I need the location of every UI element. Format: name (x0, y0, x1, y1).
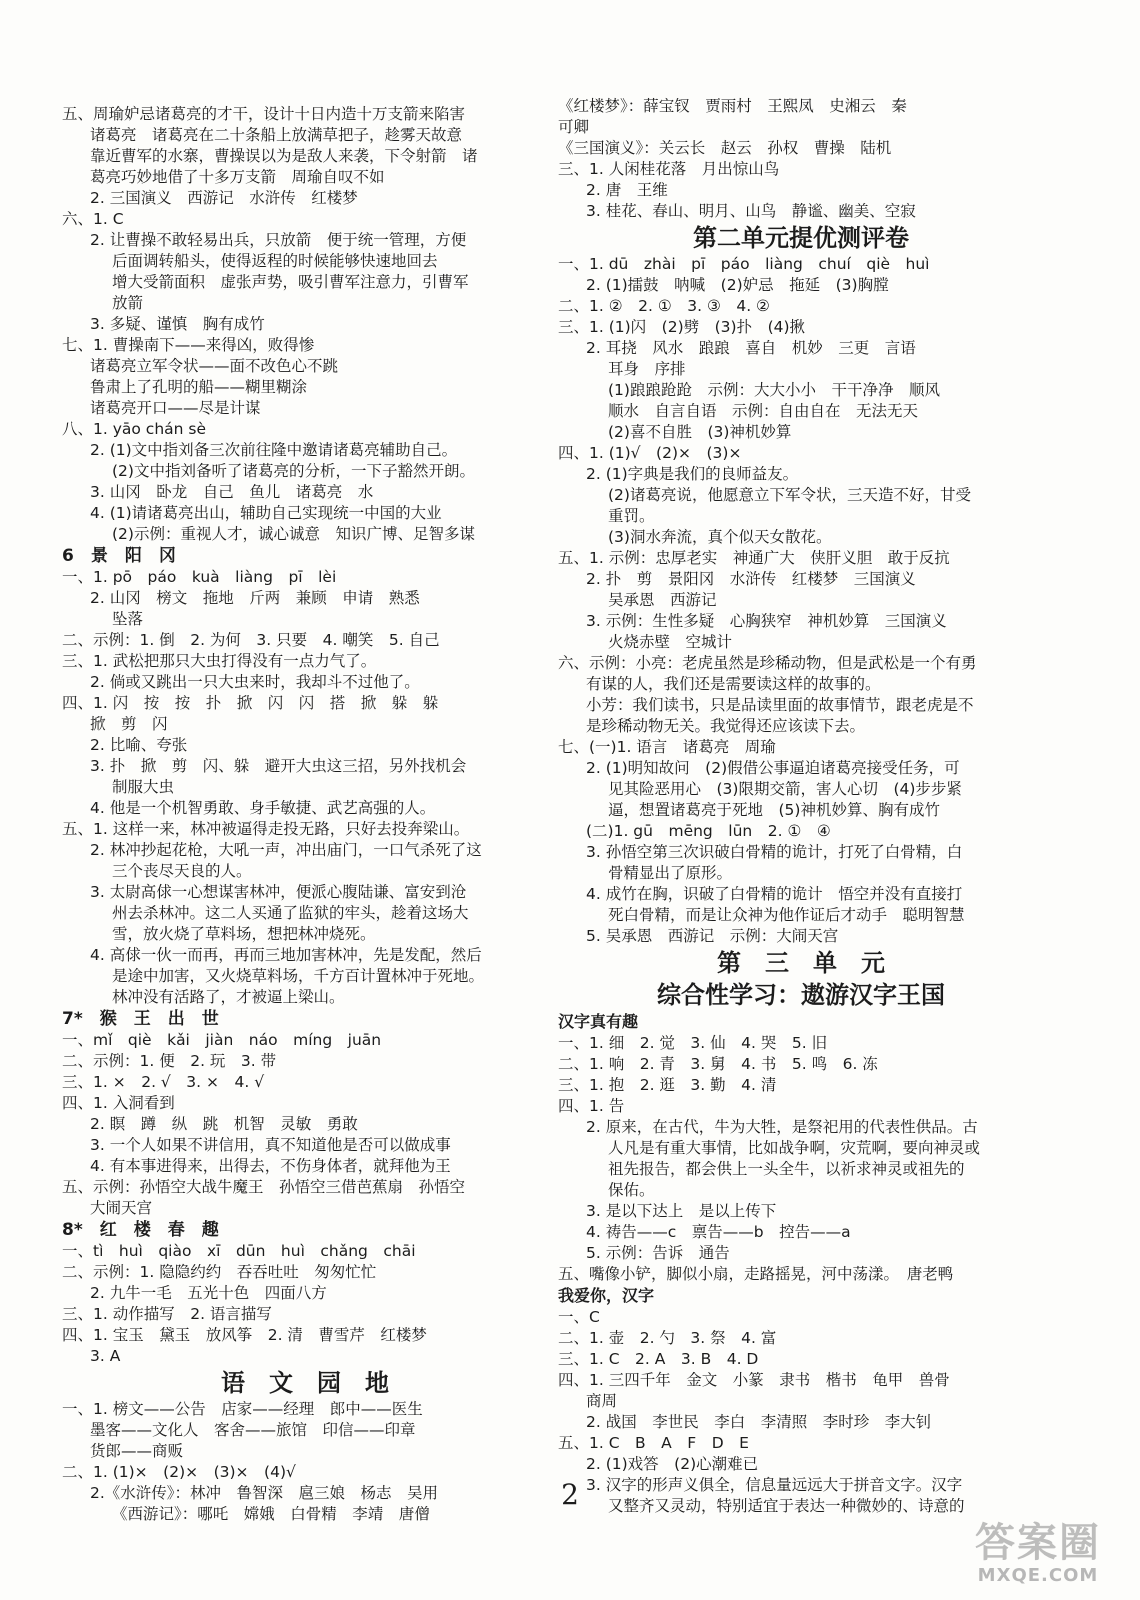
right-column-line: 3. 孙悟空第三次识破白骨精的诡计，打死了白骨精，白 (586, 843, 963, 861)
right-column-line: 3. 是以下达上 是以上传下 (586, 1202, 777, 1220)
left-column-line: 2. 倘或又跳出一只大虫来时，我却斗不过他了。 (90, 673, 420, 691)
left-column-line: 四、1. 闪 按 按 扑 掀 闪 闪 搭 掀 躲 躲 (62, 694, 439, 712)
left-column-line: 靠近曹军的水寨，曹操误以为是敌人来袭，下令射箭 诸 (90, 147, 478, 165)
right-column-line: 汉字真有趣 (558, 1012, 639, 1031)
right-column-line: 六、示例：小亮：老虎虽然是珍稀动物，但是武松是一个有勇 (558, 654, 977, 672)
right-column-line: 2. (1)明知故问 (2)假借公事逼迫诸葛亮接受任务，可 (586, 759, 960, 777)
left-column-line: 3. 山冈 卧龙 自己 鱼儿 诸葛亮 水 (90, 483, 374, 501)
left-column-line: 3. 多疑、谨慎 胸有成竹 (90, 315, 265, 333)
left-column-line: 7* 猴 王 出 世 (62, 1009, 219, 1029)
right-column-line: 二、1. 壶 2. 勺 3. 祭 4. 富 (558, 1329, 777, 1347)
left-column-line: 诸葛亮立军令状——面不改色心不跳 (90, 357, 339, 375)
right-column-line: 火烧赤壁 空城计 (608, 633, 733, 651)
right-column-line: 见其险恶用心 (3)限期交箭，害人心切 (4)步步紧 (608, 780, 962, 798)
left-column-line: 四、1. 入洞看到 (62, 1094, 175, 1112)
right-column-line: 2. 耳挠 风水 踉踉 喜自 机妙 三更 言语 (586, 339, 916, 357)
left-column-line: 二、示例：1. 便 2. 玩 3. 带 (62, 1052, 277, 1070)
left-column-line: 4. 有本事进得来，出得去，不伤身体者，就拜他为王 (90, 1157, 451, 1175)
left-column-line: 4. (1)请诸葛亮出山，辅助自己实现统一中国的大业 (90, 504, 442, 522)
right-column-line: 祖先报告，都会供上一头全牛，以祈求神灵或祖先的 (608, 1160, 965, 1178)
left-column-line: (2)示例：重视人才，诚心诚意 知识广博、足智多谋 (112, 525, 475, 543)
right-column-line: 2. 战国 李世民 李白 李清照 李时珍 李大钊 (586, 1413, 932, 1431)
right-column-line: 2. (1)字典是我们的良师益友。 (586, 465, 799, 483)
right-column-line: 一、1. dū zhài pī páo liàng chuí qiè huì (558, 255, 930, 273)
left-column-line: 2. 比喻、夸张 (90, 736, 188, 754)
left-column-line: 鲁肃上了孔明的船——糊里糊涂 (90, 378, 308, 396)
right-column-line: 又整齐又灵动，特别适宜于表达一种微妙的、诗意的 (608, 1497, 965, 1515)
right-column-line: 三、1. C 2. A 3. B 4. D (558, 1350, 759, 1368)
right-column-line: 保佑。 (608, 1181, 655, 1199)
left-column-line: 2. (1)文中指刘备三次前往隆中邀请诸葛亮辅助自己。 (90, 441, 458, 459)
left-column-line: 2. 让曹操不敢轻易出兵，只放箭 便于统一管理，方便 (90, 231, 467, 249)
right-column-line: 四、1. 三四千年 金文 小篆 隶书 楷书 龟甲 兽骨 (558, 1371, 950, 1389)
left-column-line: 6 景 阳 冈 (62, 546, 176, 566)
right-column-line: 小芳：我们读书，只是品读里面的故事情节，跟老虎是不 (586, 696, 974, 714)
right-column-line: 2. 唐 王维 (586, 181, 668, 199)
right-column-line: (二)1. gū mēng lūn 2. ① ④ (586, 822, 831, 840)
left-column-line: 一、mǐ qiè kǎi jiàn náo míng juān (62, 1031, 382, 1049)
left-column-line: 《西游记》：哪吒 嫦娥 白骨精 李靖 唐僧 (112, 1505, 430, 1523)
left-column-line: 8* 红 楼 春 趣 (62, 1220, 219, 1240)
left-column-line: 五、示例：孙悟空大战牛魔王 孙悟空三借芭蕉扇 孙悟空 (62, 1178, 466, 1196)
right-column-line: 耳身 序排 (608, 360, 686, 378)
left-column-line: 掀 剪 闪 (90, 715, 168, 733)
right-column-line: 骨精显出了原形。 (608, 864, 733, 882)
left-column-line: 七、1. 曹操南下——来得凶，败得惨 (62, 336, 315, 354)
right-column-line: 二、1. 响 2. 青 3. 舅 4. 书 5. 鸣 6. 冻 (558, 1055, 878, 1073)
right-column-line: 顺水 自言自语 示例：自由自在 无法无天 (608, 402, 919, 420)
right-column-line: 3. 汉字的形声义俱全，信息量远远大于拼音文字。汉字 (586, 1476, 963, 1494)
right-column-line: 人凡是有重大事情，比如战争啊，灾荒啊，要向神灵或 (608, 1139, 981, 1157)
left-column-line: 货郎——商贩 (90, 1442, 184, 1460)
right-column-line: 可卿 (558, 118, 590, 136)
right-column-line: 一、1. 细 2. 觉 3. 仙 4. 哭 5. 旧 (558, 1034, 828, 1052)
watermark-url: MXQE.COM (977, 1565, 1099, 1586)
left-column-line: 制服大虫 (112, 778, 175, 796)
left-column-line: 一、1. pō páo kuà liàng pī lèi (62, 568, 337, 586)
right-column-line: 2. 扑 剪 景阳冈 水浒传 红楼梦 三国演义 (586, 570, 916, 588)
left-column-line: 是途中加害，又火烧草料场，千方百计置林冲于死地。 (112, 967, 485, 985)
watermark-logo: 答案圈 (975, 1520, 1101, 1566)
left-column-line: 五、周瑜妒忌诸葛亮的才干，设计十日内造十万支箭来陷害 (62, 105, 466, 123)
right-column-line: 2. 原来，在古代，牛为大牲，是祭祀用的代表性供品。古 (586, 1118, 978, 1136)
left-column-line: 六、1. C (62, 210, 124, 228)
left-column-line: 3. 一个人如果不讲信用，真不知道他是否可以做成事 (90, 1136, 451, 1154)
page-number: 2 (561, 1478, 579, 1511)
left-column-line: 坠落 (112, 610, 144, 628)
right-column-line: 四、1. 告 (558, 1097, 625, 1115)
right-column (558, 97, 1044, 1517)
right-column-line: 二、1. ② 2. ① 3. ③ 4. ② (558, 297, 770, 315)
watermark (948, 1520, 1128, 1592)
right-column-line: 2. (1)擂鼓 呐喊 (2)妒忌 拖延 (3)胸膛 (586, 276, 889, 294)
right-column-line: (2)喜不自胜 (3)神机妙算 (608, 423, 792, 441)
right-column-line: 三、1. 人闲桂花落 月出惊山鸟 (558, 160, 780, 178)
left-column-line: 三个丧尽天良的人。 (112, 862, 252, 880)
right-column-line: (2)诸葛亮说，他愿意立下军令状，三天造不好，甘受 (608, 486, 971, 504)
left-column-line: 二、1. (1)× (2)× (3)× (4)√ (62, 1463, 296, 1481)
left-column-line: 2. 九牛一毛 五光十色 四面八方 (90, 1284, 327, 1302)
left-column-line: 八、1. yāo chán sè (62, 420, 207, 438)
left-column-line: 2.《水浒传》：林冲 鲁智深 扈三娘 杨志 吴用 (90, 1484, 439, 1502)
right-column-line: 5. 吴承恩 西游记 示例：大闹天宫 (586, 927, 839, 945)
left-column-line: 州去杀林冲。这二人买通了监狱的牢头，趁着这场大 (112, 904, 469, 922)
left-column-line: 2. 瞑 蹲 纵 跳 机智 灵敏 勇敢 (90, 1115, 358, 1133)
left-column-line: 三、1. 动作描写 2. 语言描写 (62, 1305, 272, 1323)
left-column-line: 2. 山冈 榜文 拖地 斤两 兼顾 申请 熟悉 (90, 589, 420, 607)
right-column-line: 第二单元提优测评卷 (693, 223, 909, 252)
left-column-line: 3. 扑 掀 剪 闪、躲 避开大虫这三招，另外找机会 (90, 757, 467, 775)
left-column-line: 大闹天宫 (90, 1199, 153, 1217)
left-column-line: 诸葛亮开口——尽是计谋 (90, 399, 261, 417)
left-column-line: 2. 三国演义 西游记 水浒传 红楼梦 (90, 189, 358, 207)
right-column-line: 七、(一)1. 语言 诸葛亮 周瑜 (558, 738, 776, 756)
right-column-line: (1)踉踉跄跄 示例：大大小小 干干净净 顺风 (608, 381, 940, 399)
left-column-line: 林冲没有活路了，才被逼上梁山。 (112, 988, 345, 1006)
left-column-line: 放箭 (112, 294, 144, 312)
left-column-line: 葛亮巧妙地借了十多万支箭 周瑜自叹不如 (90, 168, 385, 186)
left-column-line: 3. 太尉高俅一心想谋害林冲，便派心腹陆谦、富安到沧 (90, 883, 467, 901)
left-column-line: 二、示例：1. 隐隐约约 吞吞吐吐 匆匆忙忙 (62, 1263, 377, 1281)
right-column-line: 《红楼梦》：薛宝钗 贾雨村 王熙凤 史湘云 秦 (558, 97, 907, 115)
left-column-line: 三、1. 武松把那只大虫打得没有一点力气了。 (62, 652, 377, 670)
right-column-line: 五、嘴像小铲，脚似小扇，走路摇晃，河中荡漾。 唐老鸭 (558, 1265, 954, 1283)
right-column-line: 3. 示例：生性多疑 心胸狭窄 神机妙算 三国演义 (586, 612, 947, 630)
left-column-line: 增大受箭面积 虚张声势，吸引曹军注意力，引曹军 (112, 273, 469, 291)
right-column-line: 《三国演义》：关云长 赵云 孙权 曹操 陆机 (558, 139, 892, 157)
right-column-line: 我爱你，汉字 (558, 1286, 655, 1305)
right-column-line: 一、C (558, 1308, 600, 1326)
right-column-line: 4. 成竹在胸，识破了白骨精的诡计 悟空并没有直接打 (586, 885, 963, 903)
left-column (62, 104, 548, 1525)
left-column-line: 三、1. × 2. √ 3. × 4. √ (62, 1073, 265, 1091)
left-column-line: 四、1. 宝玉 黛玉 放风筝 2. 清 曹雪芹 红楼梦 (62, 1326, 427, 1344)
right-column-line: (3)洞水奔流，真个似天女散花。 (608, 528, 832, 546)
left-column-line: 二、示例：1. 倒 2. 为何 3. 只要 4. 嘲笑 5. 自己 (62, 631, 440, 649)
left-column-line: 诸葛亮 诸葛亮在二十条船上放满草把子，趁雾天故意 (90, 126, 463, 144)
right-column-line: 第 三 单 元 (717, 948, 885, 977)
right-column-line: 综合性学习：遨游汉字王国 (657, 980, 945, 1009)
right-column-line: 2. (1)戏答 (2)心潮难已 (586, 1455, 759, 1473)
right-column-line: 是珍稀动物无关。我觉得还应该读下去。 (586, 717, 866, 735)
left-column-line: 五、1. 这样一来，林冲被逼得走投无路，只好去投奔梁山。 (62, 820, 470, 838)
left-column-line: 一、1. 榜文——公告 店家——经理 郎中——医生 (62, 1400, 423, 1418)
left-column-line: 3. A (90, 1347, 121, 1365)
left-column-line: 墨客——文化人 客舍——旅馆 印信——印章 (90, 1421, 416, 1439)
right-column-line: 逼，想置诸葛亮于死地 (5)神机妙算、胸有成竹 (608, 801, 940, 819)
right-column-line: 吴承恩 西游记 (608, 591, 717, 609)
right-column-line: 5. 示例：告诉 通告 (586, 1244, 730, 1262)
right-column-line: 有谋的人，我们还是需要读这样的故事的。 (586, 675, 881, 693)
left-column-line: (2)文中指刘备听了诸葛亮的分析，一下子豁然开朗。 (112, 462, 475, 480)
right-column-line: 商周 (586, 1392, 618, 1410)
left-column-line: 雪，放火烧了草料场，想把林冲烧死。 (112, 925, 376, 943)
right-column-line: 五、1. C B A F D E (558, 1434, 749, 1452)
right-column-line: 四、1. (1)√ (2)× (3)× (558, 444, 742, 462)
left-column-line: 语 文 园 地 (221, 1368, 389, 1397)
left-column-line: 4. 高俅一伙一而再，再而三地加害林冲，先是发配，然后 (90, 946, 482, 964)
left-column-line: 4. 他是一个机智勇敢、身手敏捷、武艺高强的人。 (90, 799, 436, 817)
left-column-line: 后面调转船头，使得返程的时候能够快速地回去 (112, 252, 438, 270)
right-column-line: 重罚。 (608, 507, 655, 525)
right-column-line: 3. 桂花、春山、明月、山鸟 静谧、幽美、空寂 (586, 202, 916, 220)
left-column-line: 2. 林冲抄起花枪，大吼一声，冲出庙门，一口气杀死了这 (90, 841, 482, 859)
right-column-line: 4. 祷告——c 禀告——b 控告——a (586, 1223, 851, 1241)
right-column-line: 三、1. (1)闪 (2)劈 (3)扑 (4)揪 (558, 318, 806, 336)
right-column-line: 三、1. 抱 2. 逛 3. 勤 4. 清 (558, 1076, 777, 1094)
right-column-line: 死白骨精，而是让众神为他作证后才动手 聪明智慧 (608, 906, 965, 924)
left-column-line: 一、tì huì qiào xī dūn huì chǎng chāi (62, 1242, 416, 1260)
right-column-line: 五、1. 示例：忠厚老实 神通广大 侠肝义胆 敢于反抗 (558, 549, 950, 567)
